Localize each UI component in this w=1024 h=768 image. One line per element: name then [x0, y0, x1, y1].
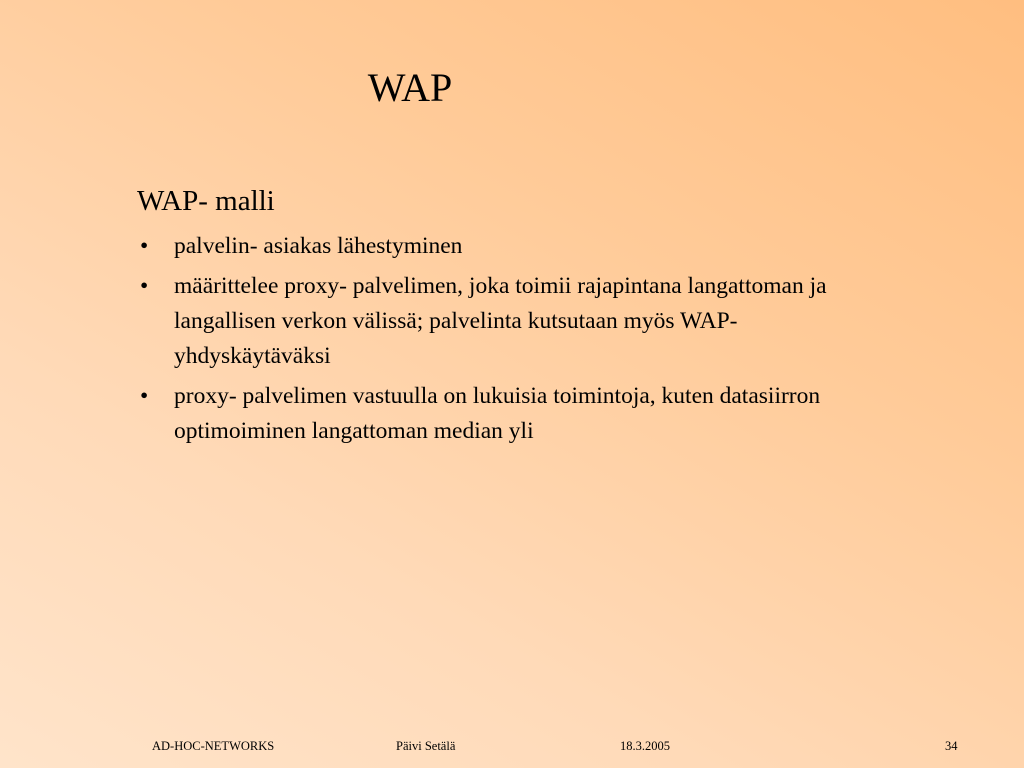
- bullet-text: määrittelee proxy- palvelimen, joka toimii rajapintana langattoman ja langallisen verkon välissä; palvelinta kutsutaan myös WAP- yhdyskäytäväksi: [174, 273, 827, 369]
- slide-title: WAP: [367, 65, 453, 110]
- bullet-item: [137, 269, 897, 374]
- slide-content: [137, 183, 897, 454]
- bullet-text: palvelin- asiakas lähestyminen: [174, 233, 463, 259]
- bullet-icon: •: [140, 383, 149, 409]
- footer-date: 18.3.2005: [620, 739, 670, 753]
- bullet-list: [137, 229, 897, 449]
- footer-page-number: 34: [945, 739, 958, 753]
- bullet-icon: •: [140, 273, 149, 299]
- subheading: WAP- malli: [137, 185, 275, 217]
- bullet-item: [137, 379, 897, 449]
- footer-author: Päivi Setälä: [396, 739, 456, 753]
- footer-course: AD-HOC-NETWORKS: [152, 739, 275, 753]
- bullet-text: proxy- palvelimen vastuulla on lukuisia toimintoja, kuten datasiirron optimoiminen langattoman median yli: [174, 383, 821, 444]
- bullet-icon: •: [140, 233, 149, 259]
- bullet-item: [137, 229, 897, 264]
